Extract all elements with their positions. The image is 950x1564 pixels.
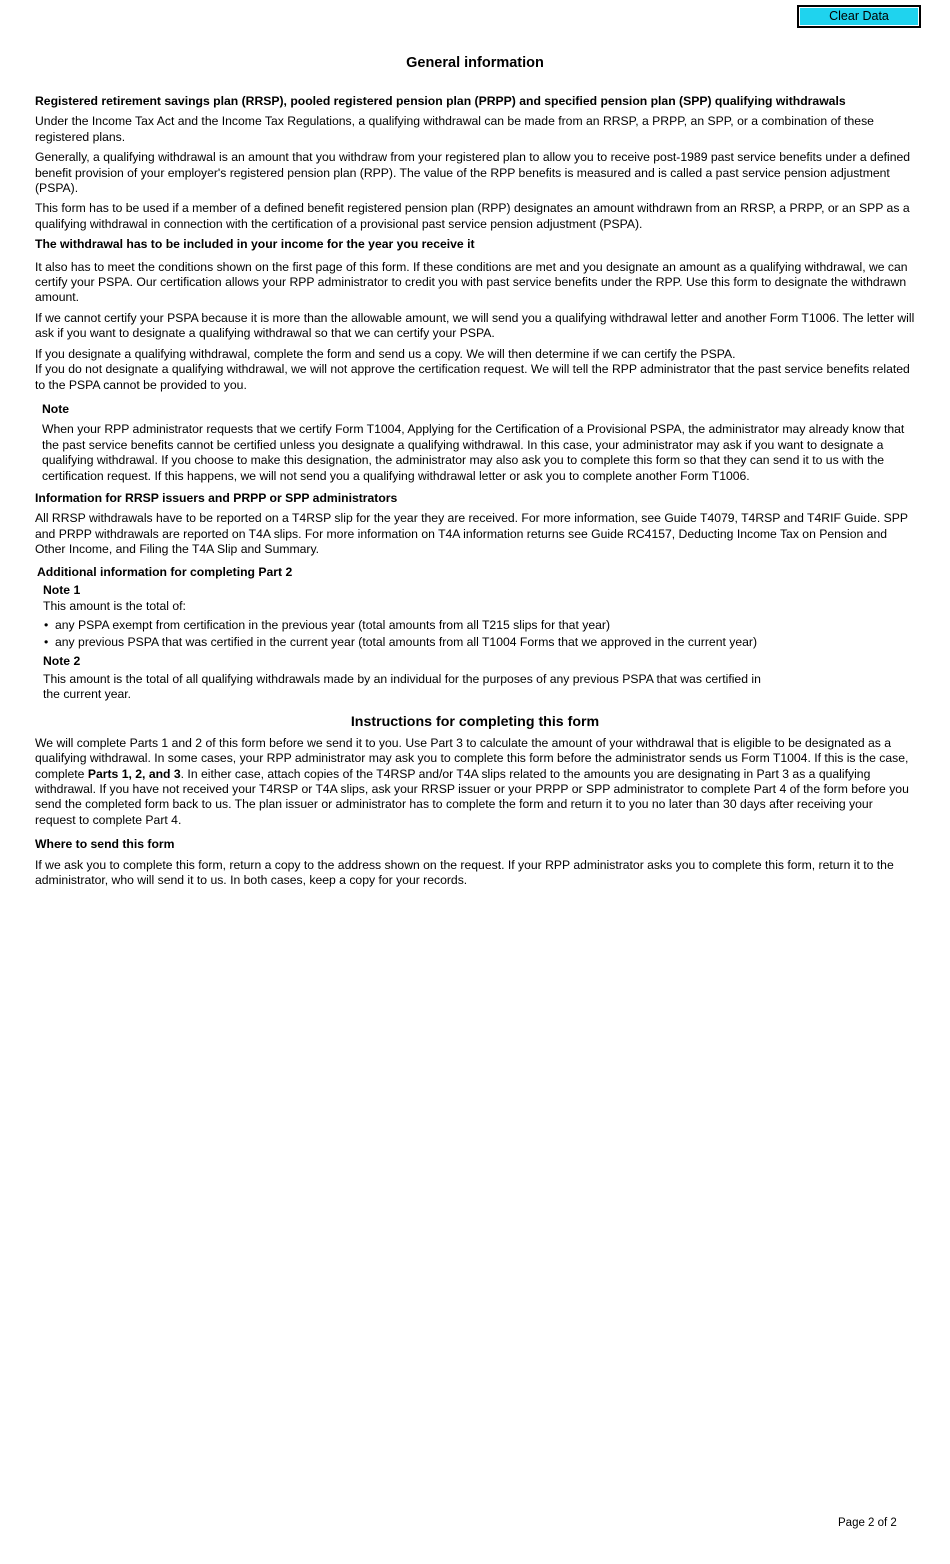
section-where-to-send (35, 837, 915, 888)
note2-text (43, 672, 915, 703)
clear-data-button[interactable]: Clear Data (797, 5, 921, 28)
instructions-text: We will complete Parts 1 and 2 of this form before we send it to you. Use Part 3 to calculate the amount of your withdrawal that is eligible to be designated as a qualifying withdrawal. In some cases, your RPP administrator may ask you to complete this form before the administrator sends us Form T1004. If this is the case, complete (35, 735, 909, 781)
list-item-text: any previous PSPA that was certified in the current year (total amounts from all T1004 Forms that we approved in the current year) (55, 635, 758, 650)
list-item-text: any PSPA exempt from certification in the previous year (total amounts from all T215 slips for that year) (55, 617, 610, 632)
paragraph: If we cannot certify your PSPA because it is more than the allowable amount, we will send you a qualifying withdrawal letter and another Form T1006. The letter will ask if you want to designate a qualifying withdrawal so that we can certify your PSPA. (35, 310, 915, 341)
section-part2-info (35, 565, 915, 703)
bullet-icon: • (44, 635, 49, 650)
section-heading: Instructions for completing this form (350, 713, 600, 730)
paragraph: If you designate a qualifying withdrawal, complete the form and send us a copy. We will then determine if we can certify the PSPA. (35, 346, 736, 361)
section-income-inclusion (35, 237, 915, 393)
list-item (43, 618, 915, 633)
paragraph: It also has to meet the conditions shown on the first page of this form. If these conditions are met and you designate an amount as a qualifying withdrawal, we can certify your PSPA. Our certification allows your RPP administrator to credit you with past service benefits under the RPP. Use this form to designate the withdrawn amount. (35, 259, 908, 305)
section-heading: Additional information for completing Part 2 (37, 564, 293, 579)
instructions-text: . In either case, attach copies of the T4RSP and/or T4A slips related to the amounts you are designating in Part 3 as a qualifying withdrawal. If you have not received your T4RSP or T4A slips, ask your RRSP issuer or your PRPP or SPP administrator to complete Part 4 of the form before you send the completed form back to us. The plan issuer or administrator has to complete the form and return it to you no later than 30 days after receiving your request to complete Part 4. (35, 766, 909, 827)
note-text: When your RPP administrator requests that we certify Form T1004, Applying for the Certification of a Provisional PSPA, the administrator may already know that the past service benefits cannot be certified unless you designate a qualifying withdrawal. In this case, your administrator may ask if you want to designate a qualifying withdrawal. If you choose to make this designation, the administrator may also ask you to complete this form so that they can send it to us with the certification request. If this happens, we will not send you a qualifying withdrawal letter or ask you to complete another Form T1006. (42, 422, 905, 483)
paragraph: This form has to be used if a member of a defined benefit registered pension plan (RPP) designates an amount withdrawn from an RRSP, a PRPP, or an SPP as a qualifying withdrawal in connection with the certification of a provisional past service pension adjustment (PSPA). (35, 201, 910, 231)
paragraph: All RRSP withdrawals have to be reported on a T4RSP slip for the year they are received. For more information, see Guide T4079, T4RSP and T4RIF Guide. SPP and PRPP withdrawals are reported on T4A slips. For more information on T4A information returns see Guide RC4157, Deducting Income Tax on Pension and Other Income, and Filing the T4A Slip and Summary. (35, 511, 908, 557)
paragraph (35, 736, 915, 828)
paragraph: If you do not designate a qualifying withdrawal, we will not approve the certification request. We will tell the RPP administrator that the past service benefits related to the PSPA cannot be provided to you. (35, 362, 910, 392)
note2-heading: Note 2 (43, 653, 81, 668)
note1-block (37, 583, 915, 703)
paragraph: If we ask you to complete this form, return a copy to the address shown on the request. If your RPP administrator asks you to complete this form, return it to the administrator, who will send it to us. In both cases, keep a copy for your records. (35, 857, 894, 888)
note1-list (43, 618, 915, 651)
section-issuers-info (35, 491, 915, 558)
form-content (35, 54, 915, 893)
section-heading: Information for RRSP issuers and PRPP or SPP administrators (35, 490, 398, 505)
note1-heading: Note 1 (43, 582, 81, 597)
note-box (35, 402, 915, 484)
page-title: General information (406, 55, 544, 71)
paragraph: Generally, a qualifying withdrawal is an amount that you withdraw from your registered plan to allow you to receive post-1989 past service benefits under a defined benefit provision of your employer's registered pension plan (RPP). The value of the RPP benefits is measured and is called a past service pension adjustment (PSPA). (35, 150, 911, 196)
list-item (43, 635, 915, 650)
note2-line: This amount is the total of all qualifying withdrawals made by an individual for the purposes of any previous PSPA that was certified in (43, 672, 761, 686)
paragraph: Under the Income Tax Act and the Income Tax Regulations, a qualifying withdrawal can be made from an RRSP, a PRPP, an SPP, or a combination of these registered plans. (35, 114, 874, 144)
note-heading: Note (42, 401, 70, 416)
section-heading: Where to send this form (35, 837, 175, 852)
section-qualifying-withdrawals (35, 94, 915, 232)
section-instructions (35, 713, 915, 828)
section-heading: The withdrawal has to be included in your income for the year you receive it (35, 237, 475, 252)
bullet-icon: • (44, 617, 49, 632)
instructions-emphasis: Parts 1, 2, and 3 (87, 766, 181, 781)
page-number: Page 2 of 2 (838, 1517, 897, 1529)
note1-intro: This amount is the total of: (43, 599, 186, 614)
note2-line: the current year. (43, 687, 132, 702)
section-heading: Registered retirement savings plan (RRSP), pooled registered pension plan (PRPP) and specified pension plan (SPP) qualifying withdrawals (35, 94, 846, 108)
